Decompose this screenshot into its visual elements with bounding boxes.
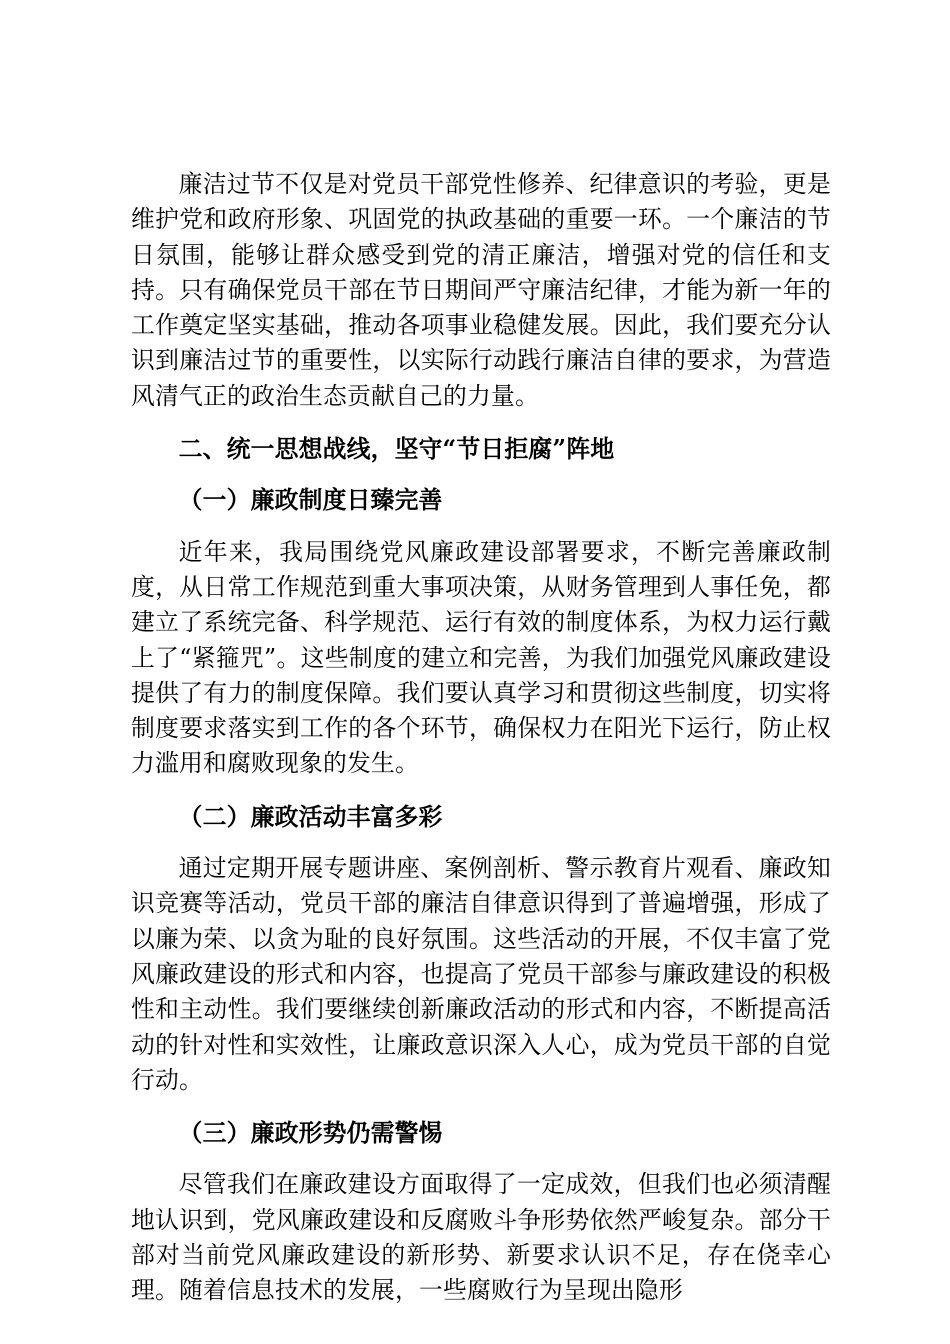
paragraph-activities: 通过定期开展专题讲座、案例剖析、警示教育片观看、廉政知识竞赛等活动，党员干部的廉洁自律意识得到了普遍增强，形成了以廉为荣、以贪为耻的良好氛围。这些活动的开展，不仅丰富了党风廉政建设的形式和内容，也提高了党员干部参与廉政建设的积极性和主动性。我们要继续创新廉政活动的形式和内容，不断提高活动的针对性和实效性，让廉政意识深入人心，成为党员干部的自觉行动。 [131, 854, 831, 1094]
spacer [131, 1098, 831, 1116]
spacer [131, 1151, 831, 1167]
subheading-1: （一）廉政制度日臻完善 [178, 486, 443, 515]
paragraph-situation: 尽管我们在廉政建设方面取得了一定成效，但我们也必须清醒地认识到，党风廉政建设和反腐败斗争形势依然严峻复杂。部分干部对当前党风廉政建设的新形势、新要求认识不足，存在侥幸心理。随着信息技术的发展，一些腐败行为呈现出隐形 [131, 1170, 831, 1305]
subheading-3: （三）廉政形势仍需警惕 [178, 1119, 443, 1148]
paragraph-institutions: 近年来，我局围绕党风廉政建设部署要求，不断完善廉政制度，从日常工作规范到重大事项决策，从财务管理到人事任免，都建立了系统完备、科学规范、运行有效的制度体系，为权力运行戴上了“紧箍咒”。这些制度的建立和完善，为我们加强党风廉政建设提供了有力的制度保障。我们要认真学习和贯彻这些制度，切实将制度要求落实到工作的各个环节，确保权力在阳光下运行，防止权力滥用和腐败现象的发生。 [131, 537, 831, 778]
subheading-2: （二）廉政活动丰富多彩 [178, 802, 443, 831]
document-body [131, 167, 831, 1309]
spacer [131, 835, 831, 851]
spacer [131, 519, 831, 535]
spacer [131, 782, 831, 800]
paragraph-festival-integrity: 廉洁过节不仅是对党员干部党性修养、纪律意识的考验，更是维护党和政府形象、巩固党的执政基础的重要一环。一个廉洁的节日氛围，能够让群众感受到党的清正廉洁，增强对党的信任和支持。只有确保党员干部在节日期间严守廉洁纪律，才能为新一年的工作奠定坚实基础，推动各项事业稳健发展。因此，我们要充分认识到廉洁过节的重要性，以实际行动践行廉洁自律的要求，为营造风清气正的政治生态贡献自己的力量。 [131, 170, 831, 410]
spacer [131, 467, 831, 483]
section-heading-2: 二、统一思想战线，坚守“节日拒腐”阵地 [178, 435, 615, 464]
spacer [131, 414, 831, 432]
